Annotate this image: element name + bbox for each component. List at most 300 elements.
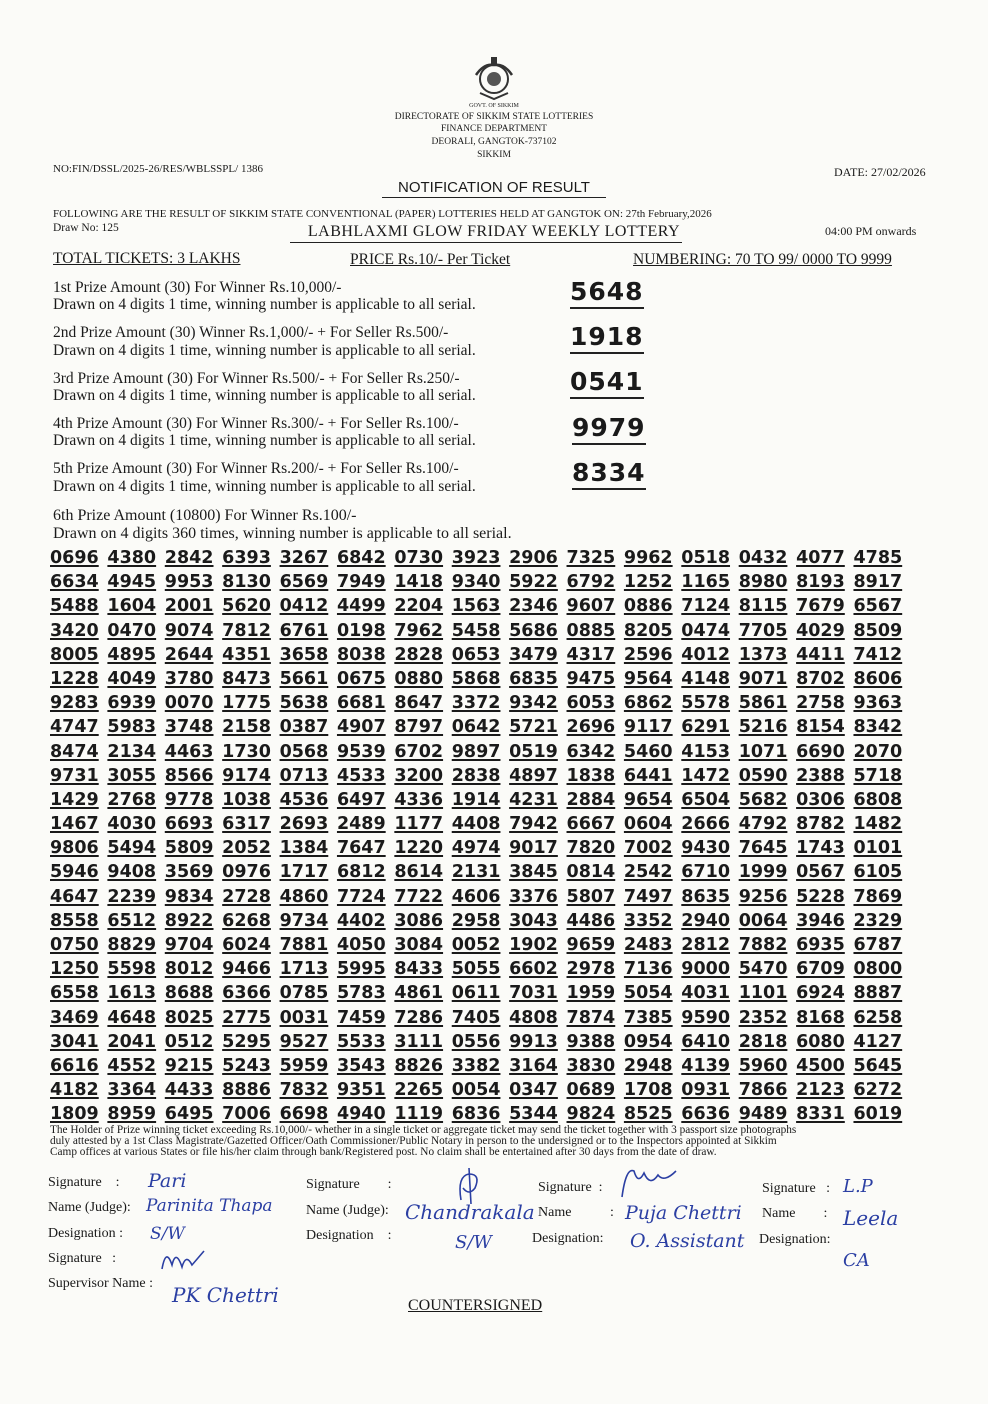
winning-number: 1250	[50, 959, 99, 980]
winning-number: 8826	[394, 1055, 444, 1076]
sikkim-emblem-icon	[470, 55, 518, 103]
ca-signature-label: Signature :	[762, 1181, 831, 1196]
winning-number: 1743	[796, 838, 845, 859]
winning-number: 6504	[681, 789, 731, 810]
lottery-name: LABHLAXMI GLOW FRIDAY WEEKLY LOTTERY	[307, 223, 681, 240]
supervisor-handwritten-name: PK Chettri	[172, 1283, 279, 1307]
claim-note-line3: Camp offices at various States or file his/her claim through bank/Registered post. No claim shall be entertained after 30 days from the date of draw.	[50, 1146, 717, 1158]
winning-number: 3372	[451, 693, 501, 714]
judge2-handwritten-designation: S/W	[455, 1232, 492, 1253]
winning-number: 1220	[394, 838, 444, 859]
winning-number: 7866	[738, 1080, 788, 1101]
winning-number: 6761	[279, 620, 329, 641]
winning-number: 6053	[566, 693, 616, 714]
number-row	[50, 1032, 912, 1056]
number-row	[50, 911, 912, 935]
fourth-prize-number: 9979	[572, 413, 646, 445]
winning-number: 3830	[566, 1055, 616, 1076]
winning-number: 7874	[566, 1007, 616, 1028]
winning-number: 3352	[623, 910, 673, 931]
winning-number: 6080	[796, 1031, 845, 1052]
winning-number: 0653	[451, 644, 501, 665]
winning-number: 8606	[853, 668, 903, 689]
winning-number: 2123	[796, 1080, 845, 1101]
winning-number: 5638	[279, 693, 329, 714]
winning-number: 7832	[279, 1080, 329, 1101]
winning-number: 4861	[394, 983, 444, 1004]
winning-number: 5960	[738, 1055, 788, 1076]
winning-number: 8331	[796, 1104, 845, 1125]
winning-number: 1730	[222, 741, 271, 762]
winning-number: 9590	[681, 1007, 731, 1028]
winning-number: 8012	[164, 959, 214, 980]
winning-number: 5809	[164, 838, 214, 859]
winning-number: 0567	[796, 862, 845, 883]
winning-number: 9256	[738, 886, 788, 907]
winning-number: 0568	[279, 741, 329, 762]
winning-number: 8829	[107, 935, 157, 955]
winning-number: 5721	[509, 717, 558, 738]
winning-number: 6636	[681, 1104, 731, 1125]
winning-number: 6616	[50, 1055, 99, 1076]
winning-number: 5470	[738, 959, 788, 980]
winning-number: 3111	[394, 1031, 444, 1052]
number-row	[50, 1008, 912, 1032]
judge1-signature-label: Signature :	[48, 1175, 120, 1190]
winning-number: 9731	[50, 765, 99, 786]
winning-number: 3364	[107, 1080, 157, 1101]
winning-number: 0689	[566, 1080, 616, 1101]
winning-number: 3086	[394, 910, 444, 931]
winning-number: 1467	[50, 814, 99, 835]
winning-number: 1119	[394, 1104, 444, 1125]
official-handwritten-name: Puja Chettri	[625, 1202, 742, 1224]
winning-number: 2346	[509, 596, 558, 617]
winning-number: 8782	[796, 814, 845, 835]
winning-number: 2768	[107, 789, 157, 810]
winning-number: 0590	[738, 765, 788, 786]
winning-number: 0512	[164, 1031, 214, 1052]
winning-number: 2052	[222, 838, 271, 859]
winning-number: 8917	[853, 572, 903, 593]
winning-number: 2001	[164, 596, 214, 617]
number-row	[50, 1056, 912, 1080]
winning-number: 1071	[738, 741, 788, 762]
winning-number: 5868	[451, 668, 501, 689]
winning-number: 8473	[222, 668, 271, 689]
winning-number: 4647	[50, 886, 99, 907]
draw-time: 04:00 PM onwards	[825, 224, 917, 238]
winning-number: 7679	[796, 596, 845, 617]
winning-number: 4533	[336, 765, 386, 786]
winning-number: 7405	[451, 1007, 501, 1028]
winning-number: 9527	[279, 1031, 329, 1052]
winning-number: 5620	[222, 596, 271, 617]
winning-number: 5661	[279, 668, 329, 689]
winning-number: 4860	[279, 886, 329, 907]
winning-number: 8980	[738, 572, 788, 593]
winning-number: 9000	[681, 959, 731, 980]
winning-number: 4499	[336, 596, 386, 617]
winning-number: 4317	[566, 644, 616, 665]
winning-number: 0556	[451, 1031, 501, 1052]
winning-number: 3382	[451, 1055, 501, 1076]
winning-number: 3658	[279, 644, 329, 665]
winning-number: 7459	[336, 1007, 386, 1028]
winning-number: 3569	[164, 862, 214, 883]
winning-number: 5460	[623, 741, 673, 762]
winning-number: 4974	[451, 838, 501, 859]
winning-number: 6558	[50, 983, 99, 1004]
winning-number: 7812	[222, 620, 271, 641]
winning-number: 6317	[222, 814, 271, 835]
winning-number: 7722	[394, 886, 444, 907]
winning-number: 4747	[50, 717, 99, 738]
winning-number: 6512	[107, 910, 157, 931]
winning-number: 4785	[853, 548, 903, 568]
winning-number: 3543	[336, 1055, 386, 1076]
winning-number: 9824	[566, 1104, 616, 1125]
winning-number: 7497	[623, 886, 673, 907]
winning-number: 9117	[623, 717, 673, 738]
ca-signature: L.P	[843, 1176, 873, 1197]
winning-number: 6410	[681, 1031, 731, 1052]
winning-number: 0387	[279, 717, 329, 738]
winning-number: 2489	[336, 814, 386, 835]
number-row	[50, 572, 912, 596]
winning-number: 6258	[853, 1007, 903, 1028]
winning-number: 4536	[279, 789, 329, 810]
winning-number: 8193	[796, 572, 845, 593]
winning-number: 4402	[336, 910, 386, 931]
govt-label: GOVT. OF SIKKIM	[469, 103, 519, 109]
winning-number: 3420	[50, 620, 99, 641]
ticket-numbering: NUMBERING: 70 TO 99/ 0000 TO 9999	[633, 251, 892, 268]
winning-number: 5344	[509, 1104, 558, 1125]
winning-number: 1384	[279, 838, 329, 859]
official-signature-label: Signature :	[538, 1180, 603, 1195]
claim-note-line2: duly attested by a 1st Class Magistrate/Gazetted Officer/Oath Commissioner/Public Notary in person to the undersigned or to the Inspectors appointed at Sikkim	[50, 1135, 777, 1147]
winning-number: 9215	[164, 1055, 214, 1076]
winning-number: 6681	[336, 693, 386, 714]
winning-number: 8635	[681, 886, 731, 907]
winning-number: 3748	[164, 717, 214, 738]
judge2-designation-label: Designation :	[306, 1228, 392, 1243]
winning-number: 2842	[164, 548, 214, 568]
number-row	[50, 717, 912, 741]
winning-number: 9466	[222, 959, 271, 980]
winning-number: 5494	[107, 838, 157, 859]
winning-number: 8614	[394, 862, 444, 883]
third-prize-line1: 3rd Prize Amount (30) For Winner Rs.500/- + For Seller Rs.250/-	[53, 370, 460, 387]
winning-number: 6792	[566, 572, 616, 593]
winning-number: 8688	[164, 983, 214, 1004]
winning-number: 6835	[509, 668, 558, 689]
winning-number: 7124	[681, 596, 731, 617]
address-line: DEORALI, GANGTOK-737102	[431, 137, 557, 147]
winning-number: 2596	[623, 644, 673, 665]
winning-number: 0101	[853, 838, 903, 859]
winning-number: 6698	[279, 1104, 329, 1125]
ca-name-label: Name :	[762, 1206, 828, 1221]
winning-number: 8647	[394, 693, 444, 714]
winning-number: 2265	[394, 1080, 444, 1101]
first-prize-line2: Drawn on 4 digits 1 time, winning number is applicable to all serial.	[53, 296, 476, 313]
winning-number: 9408	[107, 862, 157, 883]
sixth-prize-line1: 6th Prize Amount (10800) For Winner Rs.100/-	[53, 507, 357, 524]
winning-number: 6710	[681, 862, 731, 883]
winning-number: 4907	[336, 717, 386, 738]
number-row	[50, 693, 912, 717]
winning-number: 8474	[50, 741, 99, 762]
winning-number: 7820	[566, 838, 616, 859]
second-prize-number: 1918	[570, 322, 644, 354]
winning-number: 7325	[566, 548, 616, 568]
winning-number: 6787	[853, 935, 903, 955]
winning-number: 6862	[623, 693, 673, 714]
winning-number: 5995	[336, 959, 386, 980]
winning-number: 6567	[853, 596, 903, 617]
winning-number: 5645	[853, 1055, 903, 1076]
supervisor-signature-label: Signature :	[48, 1251, 117, 1266]
winning-number: 1373	[738, 644, 788, 665]
winning-number: 7136	[623, 959, 673, 980]
winning-number: 2134	[107, 741, 157, 762]
winning-number: 0432	[738, 548, 788, 568]
winning-number: 5216	[738, 717, 788, 738]
winning-number: 5861	[738, 693, 788, 714]
winning-number: 6812	[336, 862, 386, 883]
winning-number: 9704	[164, 935, 214, 955]
third-prize-line2: Drawn on 4 digits 1 time, winning number is applicable to all serial.	[53, 387, 476, 404]
winning-number: 0054	[451, 1080, 501, 1101]
winning-number: 0198	[336, 620, 386, 641]
number-row	[50, 838, 912, 862]
winning-number: 4148	[681, 668, 731, 689]
winning-number: 2884	[566, 789, 616, 810]
lottery-name-underline	[290, 242, 682, 243]
winning-number: 2239	[107, 886, 157, 907]
winning-number: 4153	[681, 741, 731, 762]
winning-number: 9834	[164, 886, 214, 907]
sixth-prize-line2: Drawn on 4 digits 360 times, winning number is applicable to all serial.	[53, 525, 512, 542]
winning-number: 4552	[107, 1055, 157, 1076]
winning-number: 4940	[336, 1104, 386, 1125]
winning-number: 3946	[796, 910, 845, 931]
winning-number: 1713	[279, 959, 329, 980]
number-row	[50, 548, 912, 572]
winning-number: 6272	[853, 1080, 903, 1101]
winning-number: 4808	[509, 1007, 558, 1028]
winning-number: 7412	[853, 644, 903, 665]
winning-number: 9913	[509, 1031, 558, 1052]
winning-number: 6667	[566, 814, 616, 835]
winning-number: 5922	[509, 572, 558, 593]
winning-number: 8509	[853, 620, 903, 641]
winning-number: 1902	[509, 935, 558, 955]
reference-number: NO:FIN/DSSL/2025-26/RES/WBLSSPL/ 1386	[53, 163, 263, 175]
winning-number: 7002	[623, 838, 673, 859]
supervisor-name-label: Supervisor Name :	[48, 1276, 153, 1291]
winning-number: 5055	[451, 959, 501, 980]
winning-number: 1177	[394, 814, 444, 835]
winning-number: 5295	[222, 1031, 271, 1052]
winning-number: 2818	[738, 1031, 788, 1052]
winning-number: 7645	[738, 838, 788, 859]
claim-note-line1: The Holder of Prize winning ticket exceeding Rs.10,000/- whether in a single ticket or aggregate ticket may send the ticket together with 3 passport size photographs	[50, 1124, 797, 1136]
fifth-prize-line2: Drawn on 4 digits 1 time, winning number is applicable to all serial.	[53, 478, 476, 495]
winning-number: 4077	[796, 548, 845, 568]
winning-number: 4029	[796, 620, 845, 641]
winning-number: 9897	[451, 741, 501, 762]
winning-number: 2329	[853, 910, 903, 931]
winning-number: 3845	[509, 862, 558, 883]
winning-number: 9953	[164, 572, 214, 593]
winning-number: 0518	[681, 548, 731, 568]
winning-number: 0412	[279, 596, 329, 617]
winning-number: 8959	[107, 1104, 157, 1125]
winning-number: 5946	[50, 862, 99, 883]
winning-number: 1472	[681, 765, 731, 786]
winning-number: 7942	[509, 814, 558, 835]
winning-number: 6808	[853, 789, 903, 810]
winning-number: 7006	[222, 1104, 271, 1125]
winning-number: 6634	[50, 572, 99, 593]
judge1-handwritten-designation: S/W	[150, 1224, 185, 1244]
winning-number: 7881	[279, 935, 329, 955]
winning-number: 0785	[279, 983, 329, 1004]
winning-number: 2812	[681, 935, 731, 955]
winning-number: 5598	[107, 959, 157, 980]
winning-number: 6495	[164, 1104, 214, 1125]
winning-number: 6291	[681, 717, 731, 738]
winning-number: 9564	[623, 668, 673, 689]
winning-number: 1959	[566, 983, 616, 1004]
winning-number: 0954	[623, 1031, 673, 1052]
winning-number: 5807	[566, 886, 616, 907]
winning-number: 4606	[451, 886, 501, 907]
winning-number: 7647	[336, 838, 386, 859]
winning-number: 9388	[566, 1031, 616, 1052]
winning-number: 0642	[451, 717, 501, 738]
directorate-line: DIRECTORATE OF SIKKIM STATE LOTTERIES	[394, 112, 594, 122]
number-row	[50, 887, 912, 911]
winning-number: 4336	[394, 789, 444, 810]
winning-number: 2352	[738, 1007, 788, 1028]
winning-number: 5983	[107, 717, 157, 738]
winning-number: 9659	[566, 935, 616, 955]
winning-number: 4139	[681, 1055, 731, 1076]
winning-number: 1717	[279, 862, 329, 883]
winning-number: 1708	[623, 1080, 673, 1101]
winning-number: 2070	[853, 741, 903, 762]
winning-number: 2158	[222, 717, 271, 738]
fourth-prize-line2: Drawn on 4 digits 1 time, winning number is applicable to all serial.	[53, 432, 476, 449]
winning-number: 5054	[623, 983, 673, 1004]
winning-number: 3200	[394, 765, 444, 786]
winning-number: 7869	[853, 886, 903, 907]
winning-number: 9806	[50, 838, 99, 859]
winning-number: 0880	[394, 668, 444, 689]
draw-number: Draw No: 125	[53, 222, 119, 234]
notification-date: DATE: 27/02/2026	[834, 165, 926, 179]
winning-number: 8205	[623, 620, 673, 641]
winning-number: 5458	[451, 620, 501, 641]
winning-number: 2940	[681, 910, 731, 931]
winning-number: 3479	[509, 644, 558, 665]
winning-number: 7286	[394, 1007, 444, 1028]
winning-number: 1613	[107, 983, 157, 1004]
winning-number: 0070	[164, 693, 214, 714]
number-row	[50, 862, 912, 886]
winning-number: 2775	[222, 1007, 271, 1028]
winning-number: 4031	[681, 983, 731, 1004]
winning-number: 7385	[623, 1007, 673, 1028]
winning-number: 0474	[681, 620, 731, 641]
winning-number: 0886	[623, 596, 673, 617]
winning-number: 8922	[164, 910, 214, 931]
winning-number: 8168	[796, 1007, 845, 1028]
winning-number: 6366	[222, 983, 271, 1004]
fourth-prize-line1: 4th Prize Amount (30) For Winner Rs.300/- + For Seller Rs.100/-	[53, 415, 459, 432]
winning-number: 7031	[509, 983, 558, 1004]
winning-number: 6836	[451, 1104, 501, 1125]
winning-number: 9071	[738, 668, 788, 689]
winning-number: 6393	[222, 548, 271, 568]
winning-number: 2388	[796, 765, 845, 786]
winning-number: 1038	[222, 789, 271, 810]
department-line: FINANCE DEPARTMENT	[441, 124, 547, 134]
number-row	[50, 790, 912, 814]
winning-number: 1252	[623, 572, 673, 593]
winning-number: 2696	[566, 717, 616, 738]
winning-number: 3043	[509, 910, 558, 931]
winning-number: 6842	[336, 548, 386, 568]
winning-number: 7882	[738, 935, 788, 955]
winning-number: 2483	[623, 935, 673, 955]
winning-number: 4433	[164, 1080, 214, 1101]
winning-number: 8342	[853, 717, 903, 738]
winning-number: 6024	[222, 935, 271, 955]
fifth-prize-line1: 5th Prize Amount (30) For Winner Rs.200/- + For Seller Rs.100/-	[53, 460, 459, 477]
winning-number: 0470	[107, 620, 157, 641]
winning-number: 0976	[222, 862, 271, 883]
winning-number: 6497	[336, 789, 386, 810]
number-row	[50, 669, 912, 693]
winning-number: 0814	[566, 862, 616, 883]
sixth-prize-number-grid	[50, 548, 912, 1129]
ca-handwritten-designation: CA	[843, 1250, 870, 1271]
winning-number: 8887	[853, 983, 903, 1004]
winning-number: 9607	[566, 596, 616, 617]
winning-number: 1775	[222, 693, 271, 714]
winning-number: 0306	[796, 789, 845, 810]
winning-number: 8038	[336, 644, 386, 665]
winning-number: 4792	[738, 814, 788, 835]
winning-number: 4895	[107, 644, 157, 665]
number-row	[50, 766, 912, 790]
winning-number: 4351	[222, 644, 271, 665]
second-prize-line1: 2nd Prize Amount (30) Winner Rs.1,000/- + For Seller Rs.500/-	[53, 324, 449, 341]
judge1-handwritten-name: Parinita Thapa	[146, 1196, 273, 1216]
winning-number: 2728	[222, 886, 271, 907]
official-name-label: Name :	[538, 1205, 614, 1220]
winning-number: 8886	[222, 1080, 271, 1101]
winning-number: 8558	[50, 910, 99, 931]
following-line: FOLLOWING ARE THE RESULT OF SIKKIM STATE CONVENTIONAL (PAPER) LOTTERIES HELD AT GANGTOK ON: 27th February,2026	[53, 208, 712, 220]
winning-number: 8115	[738, 596, 788, 617]
winning-number: 6342	[566, 741, 616, 762]
